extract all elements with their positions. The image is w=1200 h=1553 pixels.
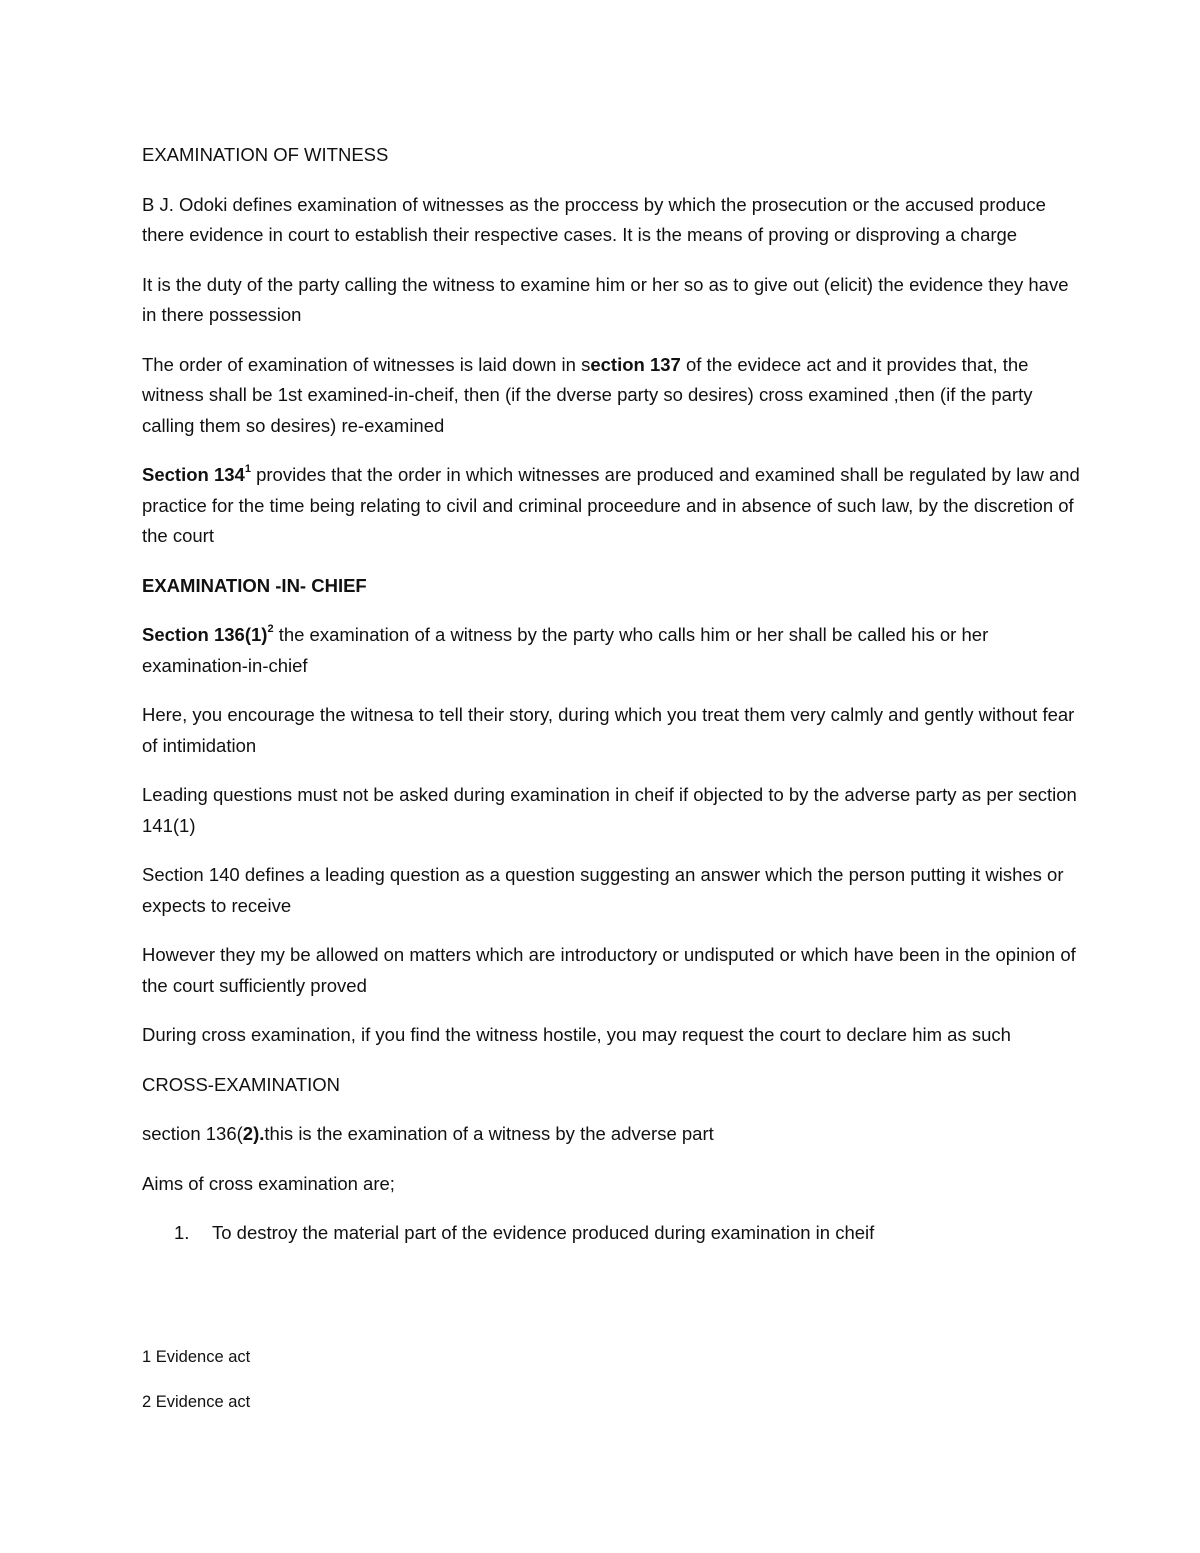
paragraph-text: The order of examination of witnesses is laid down in s (142, 353, 591, 375)
section-reference: 2). (242, 1123, 265, 1144)
paragraph-text: this is the examination of a witness by the adverse part (264, 1123, 714, 1144)
paragraph-section-140: Section 140 defines a leading question as a question suggesting an answer which the person putting it wishes or expects to receive (142, 864, 1064, 916)
document-title: EXAMINATION OF WITNESS (142, 144, 389, 165)
footnote-marker: 1 (244, 462, 251, 475)
paragraph-text: the examination of a witness by the party who calls him or her shall be called his or her examination-in-chief (142, 624, 989, 676)
footnotes (142, 1345, 1042, 1435)
list-item (142, 1218, 1082, 1249)
paragraph-text: of the evidece act and it provides that, the witness shall be 1st examined-in-cheif, then (if the dverse party so desires) cross examined ,then (if the party calling them so desires) re-examined (142, 353, 1033, 436)
list-text: To destroy the material part of the evidence produced during examination in cheif (212, 1222, 875, 1243)
paragraph-leading-questions: Leading questions must not be asked during examination in cheif if objected to by the adverse party as per section 141(1) (142, 784, 1077, 836)
paragraph-hostile-witness: During cross examination, if you find the witness hostile, you may request the court to declare him as such (142, 1024, 1011, 1045)
section-reference: Section 136(1) (142, 624, 268, 645)
heading-examination-in-chief: EXAMINATION -IN- CHIEF (142, 574, 367, 596)
paragraph-aims: Aims of cross examination are; (142, 1172, 395, 1194)
heading-cross-examination: CROSS-EXAMINATION (142, 1073, 341, 1095)
footnote: 2 Evidence act (142, 1393, 251, 1411)
paragraph-definition: B J. Odoki defines examination of witnesses as the proccess by which the prosecution or the accused produce there evidence in court to establish their respective cases. It is the means of proving or disproving a charge (142, 193, 1046, 245)
paragraph-text: section 136( (142, 1123, 243, 1144)
paragraph-section-136-2 (142, 1119, 1082, 1150)
paragraph-exceptions: However they my be allowed on matters which are introductory or undisputed or which have been in the opinion of the court sufficiently proved (142, 944, 1076, 996)
list-number: 1. (174, 1222, 190, 1243)
paragraph-encourage-witness: Here, you encourage the witnesa to tell their story, during which you treat them very calmly and gently without fear of intimidation (142, 704, 1075, 756)
paragraph-order-of-examination (142, 350, 1082, 442)
footnote: 1 Evidence act (142, 1348, 251, 1366)
footnote-marker: 2 (267, 622, 274, 635)
section-reference: Section 134 (142, 464, 245, 485)
paragraph-section-134 (142, 460, 1082, 552)
paragraph-duty: It is the duty of the party calling the witness to examine him or her so as to give out (elicit) the evidence they have in there possession (142, 273, 1069, 325)
document-body (142, 140, 1082, 1268)
section-reference: ection 137 (590, 353, 681, 375)
paragraph-text: provides that the order in which witnesses are produced and examined shall be regulated by law and practice for the time being relating to civil and criminal proceedure and in absence of such law, by the discretion of the court (142, 464, 1080, 546)
paragraph-section-136-1 (142, 620, 1082, 681)
